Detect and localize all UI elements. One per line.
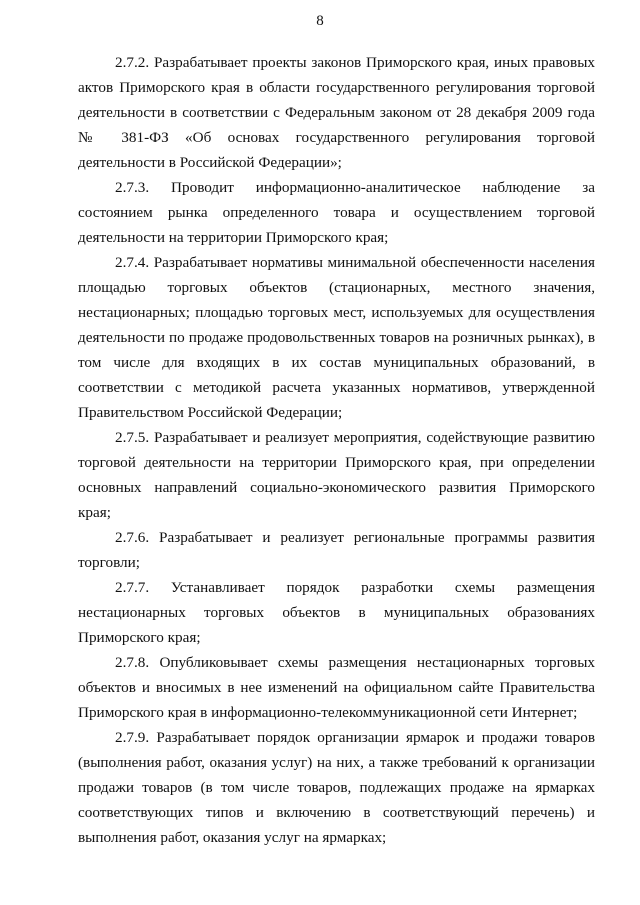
paragraph-2-7-9: 2.7.9. Разрабатывает порядок организации ярмарок и продажи товаров (выполнения работ, оказания услуг) на них, а также требований к организации продажи товаров (в том числе товаров, подлежащих продаже на ярмарках соответствующих типов и включению в соответствующий перечень) и выполнения работ, оказания услуг на ярмарках; xyxy=(78,729,595,846)
document-body xyxy=(78,50,595,850)
paragraph-2-7-4: 2.7.4. Разрабатывает нормативы минимальной обеспеченности населения площадью торговых объектов (стационарных, местного значения, нестационарных; площадью торговых мест, используемых для осуществления деятельности по продаже продовольственных товаров на розничных рынках), в том числе для входящих в их состав муниципальных образований, в соответствии с методикой расчета указанных нормативов, утвержденной Правительством Российской Федерации; xyxy=(78,254,595,421)
paragraph-2-7-3: 2.7.3. Проводит информационно-аналитическое наблюдение за состоянием рынка определенного товара и осуществлением торговой деятельности на территории Приморского края; xyxy=(78,179,595,246)
paragraph-2-7-2: 2.7.2. Разрабатывает проекты законов Приморского края, иных правовых актов Приморского края в области государственного регулирования торговой деятельности в соответствии с Федеральным законом от 28 декабря 2009 года № 381-ФЗ «Об основах государственного регулирования торговой деятельности в Российской Федерации»; xyxy=(78,54,595,171)
paragraph-2-7-7: 2.7.7. Устанавливает порядок разработки схемы размещения нестационарных торговых объектов в муниципальных образованиях Приморского края; xyxy=(78,579,595,646)
paragraph-2-7-8: 2.7.8. Опубликовывает схемы размещения нестационарных торговых объектов и вносимых в нее изменений на официальном сайте Правительства Приморского края в информационно-телекоммуникационной сети Интернет; xyxy=(78,654,595,721)
page-number: 8 xyxy=(316,13,324,29)
paragraph-2-7-5: 2.7.5. Разрабатывает и реализует мероприятия, содействующие развитию торговой деятельности на территории Приморского края, при определении основных направлений социально-экономического развития Приморского края; xyxy=(78,429,595,521)
paragraph-2-7-6: 2.7.6. Разрабатывает и реализует региональные программы развития торговли; xyxy=(78,529,595,571)
